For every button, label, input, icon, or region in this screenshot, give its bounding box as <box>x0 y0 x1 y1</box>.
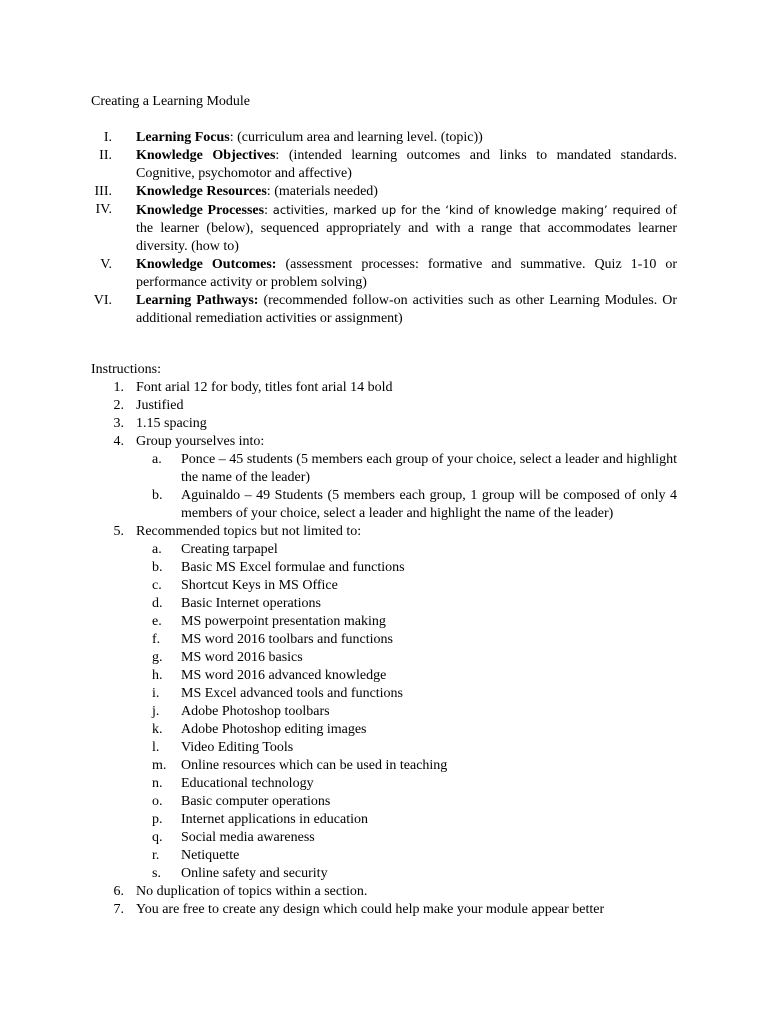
list-item <box>0 523 768 541</box>
part-label: Knowledge Processes <box>136 203 265 218</box>
part-description: (materials needed) <box>270 184 378 199</box>
list-letter: j. <box>152 704 160 719</box>
list-item-text: Ponce – 45 students (5 members each group of your choice, select a leader and highlight the name of the leader) <box>181 452 677 485</box>
list-number: 5. <box>113 524 124 539</box>
groups-sublist <box>0 451 768 523</box>
list-item <box>0 631 768 649</box>
list-item <box>0 649 768 667</box>
list-letter: a. <box>152 542 162 557</box>
roman-numeral: III. <box>94 184 112 199</box>
list-letter: a. <box>152 452 162 467</box>
roman-numeral: V. <box>100 257 112 272</box>
list-item-learning-focus <box>0 129 768 147</box>
list-letter: s. <box>152 866 161 881</box>
part-description: of the learner (below), sequenced appropriately and with a range that accommodates learner diversity. (how to) <box>136 203 677 254</box>
list-item-text: MS Excel advanced tools and functions <box>181 686 404 701</box>
list-letter: m. <box>152 758 167 773</box>
list-item <box>0 901 768 919</box>
part-separator: : <box>264 203 268 218</box>
list-letter: p. <box>152 812 163 827</box>
instructions-heading: Instructions: <box>91 362 161 377</box>
list-item <box>0 559 768 577</box>
list-letter: b. <box>152 488 163 503</box>
list-item-text: MS word 2016 toolbars and functions <box>181 632 393 647</box>
list-item-text: You are free to create any design which could help make your module appear better <box>136 902 605 917</box>
list-item <box>0 433 768 451</box>
page-title: Creating a Learning Module <box>91 94 251 109</box>
list-item <box>0 415 768 433</box>
list-item <box>0 451 768 487</box>
list-number: 4. <box>113 434 124 449</box>
list-item <box>0 757 768 775</box>
part-label: Knowledge Resources <box>136 184 267 199</box>
list-letter: b. <box>152 560 163 575</box>
list-letter: f. <box>152 632 161 647</box>
list-item-text: 1.15 spacing <box>136 416 207 431</box>
list-item-text: Justified <box>136 398 184 413</box>
list-item-text: No duplication of topics within a section. <box>136 884 368 899</box>
list-item-text: Basic Internet operations <box>181 596 321 611</box>
list-item-text: MS word 2016 advanced knowledge <box>181 668 387 683</box>
list-item-text: Online safety and security <box>181 866 328 881</box>
list-letter: d. <box>152 596 163 611</box>
list-item <box>0 667 768 685</box>
list-item <box>0 829 768 847</box>
list-item <box>0 595 768 613</box>
list-item-text: Online resources which can be used in teaching <box>181 758 448 773</box>
list-letter: r. <box>152 848 160 863</box>
list-item <box>0 397 768 415</box>
list-item <box>0 793 768 811</box>
part-label: Learning Pathways: <box>136 293 259 308</box>
list-number: 3. <box>113 416 124 431</box>
list-item <box>0 541 768 559</box>
list-item <box>0 613 768 631</box>
list-item <box>0 487 768 523</box>
list-item-knowledge-outcomes <box>0 256 768 292</box>
list-item-learning-pathways <box>0 292 768 328</box>
list-letter: c. <box>152 578 162 593</box>
topics-sublist <box>0 541 768 883</box>
list-letter: g. <box>152 650 163 665</box>
roman-numeral: IV. <box>95 202 112 217</box>
part-description-sans: activities, marked up for the ‘kind of knowledge making’ required <box>267 203 661 217</box>
list-letter: h. <box>152 668 163 683</box>
list-letter: q. <box>152 830 163 845</box>
list-item <box>0 379 768 397</box>
list-item <box>0 883 768 901</box>
list-item-text: Basic MS Excel formulae and functions <box>181 560 405 575</box>
part-label: Learning Focus <box>136 130 230 145</box>
list-item-text: Internet applications in education <box>181 812 368 827</box>
list-item <box>0 721 768 739</box>
list-number: 7. <box>113 902 124 917</box>
list-item-knowledge-resources <box>0 183 768 201</box>
module-parts-list <box>0 129 768 328</box>
list-item-text: Basic computer operations <box>181 794 331 809</box>
part-description: (intended learning outcomes and links to mandated standards. Cognitive, psychomotor and affective) <box>136 148 677 181</box>
instructions-list <box>0 379 768 919</box>
list-item-text: Shortcut Keys in MS Office <box>181 578 338 593</box>
roman-numeral: VI. <box>93 293 112 308</box>
list-letter: l. <box>152 740 160 755</box>
list-number: 2. <box>113 398 124 413</box>
list-item <box>0 577 768 595</box>
list-item-text: Adobe Photoshop editing images <box>181 722 367 737</box>
list-letter: n. <box>152 776 163 791</box>
roman-numeral: II. <box>99 148 112 163</box>
part-description: (assessment processes: formative and summative. Quiz 1-10 or performance activity or problem solving) <box>136 257 677 290</box>
list-item-text: Video Editing Tools <box>181 740 294 755</box>
list-item <box>0 775 768 793</box>
list-item-text: Creating tarpapel <box>181 542 278 557</box>
part-separator: : <box>229 130 234 145</box>
list-item-text: Group yourselves into: <box>136 434 265 449</box>
list-item <box>0 685 768 703</box>
part-description: (curriculum area and learning level. (topic)) <box>233 130 483 145</box>
list-item-knowledge-processes <box>0 201 768 256</box>
list-item <box>0 739 768 757</box>
list-item-text: Recommended topics but not limited to: <box>136 524 362 539</box>
list-item-text: Netiquette <box>181 848 240 863</box>
list-item <box>0 703 768 721</box>
list-item-text: Font arial 12 for body, titles font arial 14 bold <box>136 380 393 395</box>
part-label: Knowledge Objectives <box>136 148 276 163</box>
list-item <box>0 847 768 865</box>
part-description: (recommended follow-on activities such as other Learning Modules. Or additional remediation activities or assignment) <box>136 293 678 326</box>
list-item-text: Aguinaldo – 49 Students (5 members each group, 1 group will be composed of only 4 members of your choice, select a leader and highlight the name of the leader) <box>181 488 677 521</box>
list-number: 1. <box>113 380 124 395</box>
list-item-text: Social media awareness <box>181 830 315 845</box>
list-item-text: MS powerpoint presentation making <box>181 614 386 629</box>
list-number: 6. <box>113 884 124 899</box>
list-letter: e. <box>152 614 162 629</box>
list-item <box>0 865 768 883</box>
list-item-knowledge-objectives <box>0 147 768 183</box>
part-label: Knowledge Outcomes: <box>136 257 277 272</box>
part-separator: : <box>266 184 271 199</box>
list-item-text: Educational technology <box>181 776 314 791</box>
list-letter: o. <box>152 794 163 809</box>
list-item-text: Adobe Photoshop toolbars <box>181 704 330 719</box>
list-letter: i. <box>152 686 160 701</box>
list-item-text: MS word 2016 basics <box>181 650 303 665</box>
roman-numeral: I. <box>103 130 112 145</box>
list-letter: k. <box>152 722 163 737</box>
list-item <box>0 811 768 829</box>
part-separator: : <box>275 148 280 163</box>
